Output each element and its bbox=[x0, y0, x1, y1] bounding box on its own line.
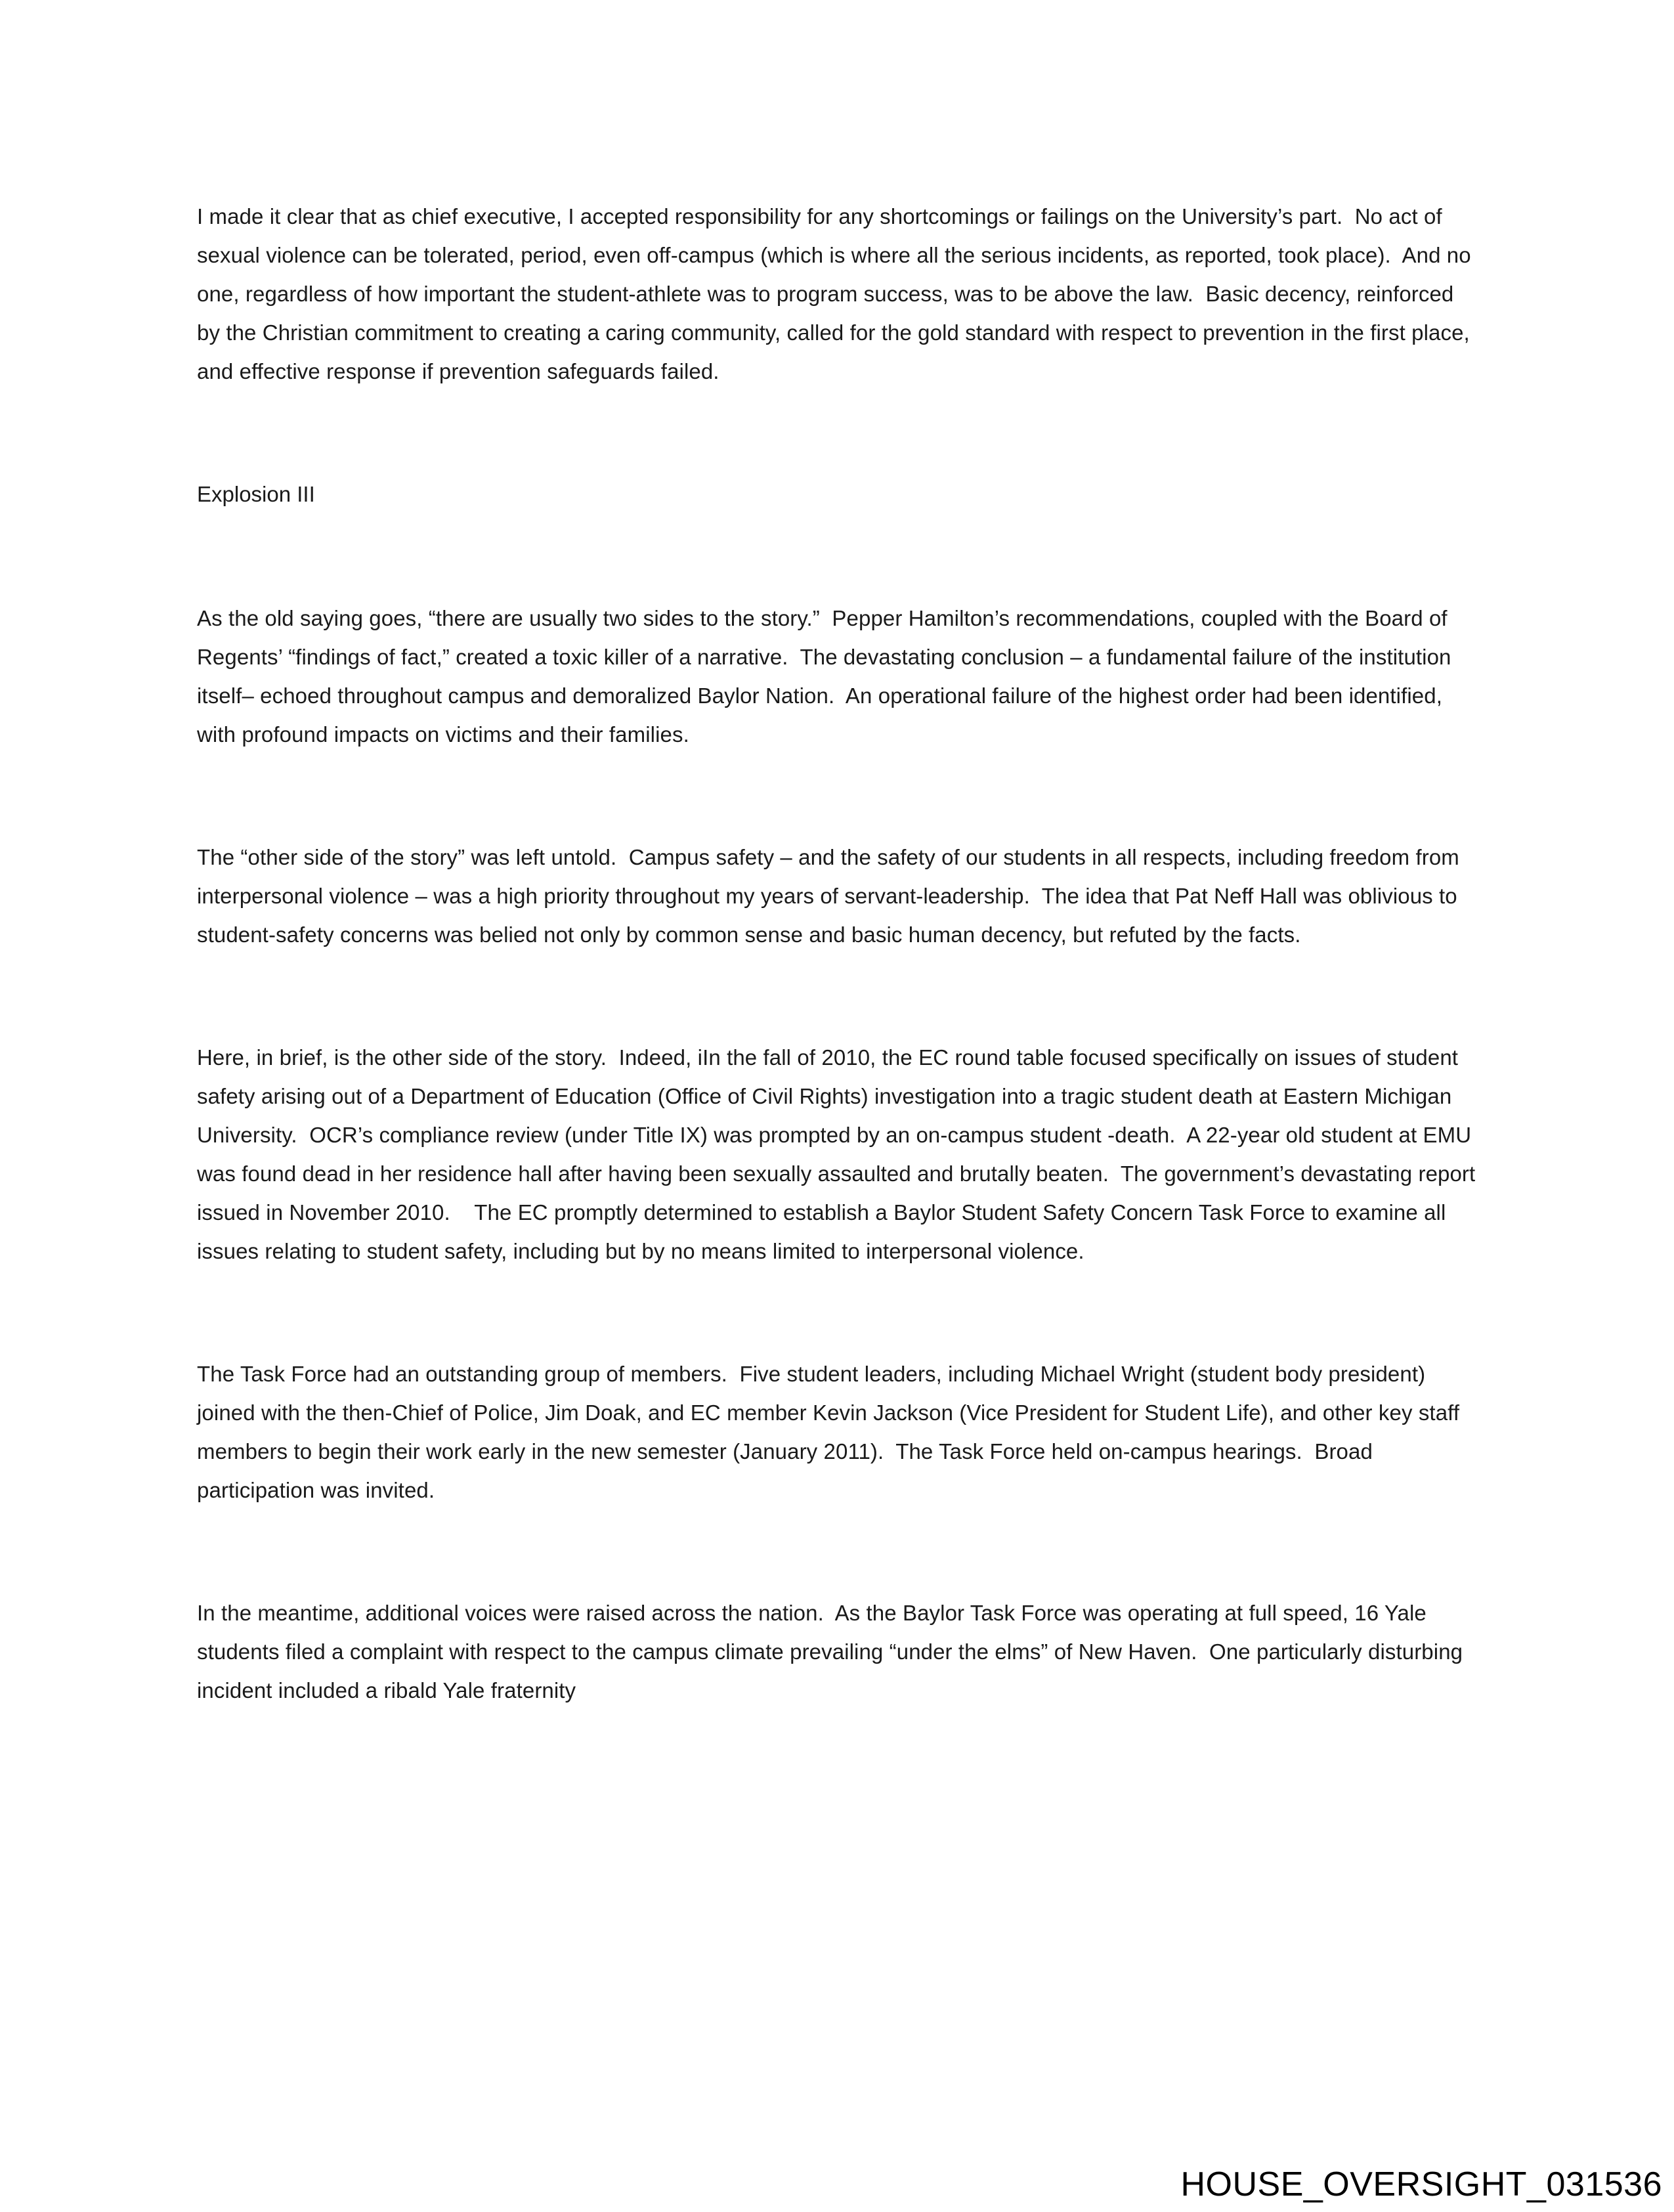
paragraph-other-side-untold: The “other side of the story” was left untold. Campus safety – and the safety of our students in all respects, including freedom from interpersonal violence – was a high priority throughout my years of servant-leadership. The idea that Pat Neff Hall was oblivious to student-safety concerns was belied not only by common sense and basic human decency, but refuted by the facts. bbox=[197, 845, 1466, 947]
section-heading-explosion-iii: Explosion III bbox=[197, 482, 315, 506]
paragraph-additional-voices: In the meantime, additional voices were raised across the nation. As the Baylor Task Force was operating at full speed, 16 Yale students filed a complaint with respect to the campus climate prevailing “under the elms” of New Haven. One particularly disturbing incident included a ribald Yale fraternity bbox=[197, 1601, 1469, 1702]
paragraph-ec-round-table: Here, in brief, is the other side of the story. Indeed, iIn the fall of 2010, the EC round table focused specifically on issues of student safety arising out of a Department of Education (Office of Civil Rights) investigation into a tragic student death at Eastern Michigan University. OCR’s compliance review (under Title IX) was prompted by an on-campus student -death. A 22-year old student at EMU was found dead in her residence hall after having been sexually assaulted and brutally beaten. The government’s devastating report issued in November 2010. The EC promptly determined to establish a Baylor Student Safety Concern Task Force to examine all issues relating to student safety, including but by no means limited to interpersonal violence. bbox=[197, 1045, 1482, 1263]
bates-number: HOUSE_OVERSIGHT_031536 bbox=[1180, 2165, 1662, 2203]
paragraph-responsibility: I made it clear that as chief executive, I accepted responsibility for any shortcomings or failings on the University’s part. No act of sexual violence can be tolerated, period, even off-campus (which is where all the serious incidents, as reported, took place). And no one, regardless of how important the student-athlete was to program success, was to be above the law. Basic decency, reinforced by the Christian commitment to creating a caring community, called for the gold standard with respect to prevention in the first place, and effective response if prevention safeguards failed. bbox=[197, 204, 1477, 383]
document-body bbox=[197, 197, 1482, 1794]
paragraph-two-sides: As the old saying goes, “there are usually two sides to the story.” Pepper Hamilton’s recommendations, coupled with the Board of Regents’ “findings of fact,” created a toxic killer of a narrative. The devastating conclusion – a fundamental failure of the institution itself– echoed throughout campus and demoralized Baylor Nation. An operational failure of the highest order had been identified, with profound impacts on victims and their families. bbox=[197, 606, 1457, 747]
paragraph-task-force-members: The Task Force had an outstanding group of members. Five student leaders, including Michael Wright (student body president) joined with the then-Chief of Police, Jim Doak, and EC member Kevin Jackson (Vice President for Student Life), and other key staff members to begin their work early in the new semester (January 2011). The Task Force held on-campus hearings. Broad participation was invited. bbox=[197, 1362, 1466, 1502]
